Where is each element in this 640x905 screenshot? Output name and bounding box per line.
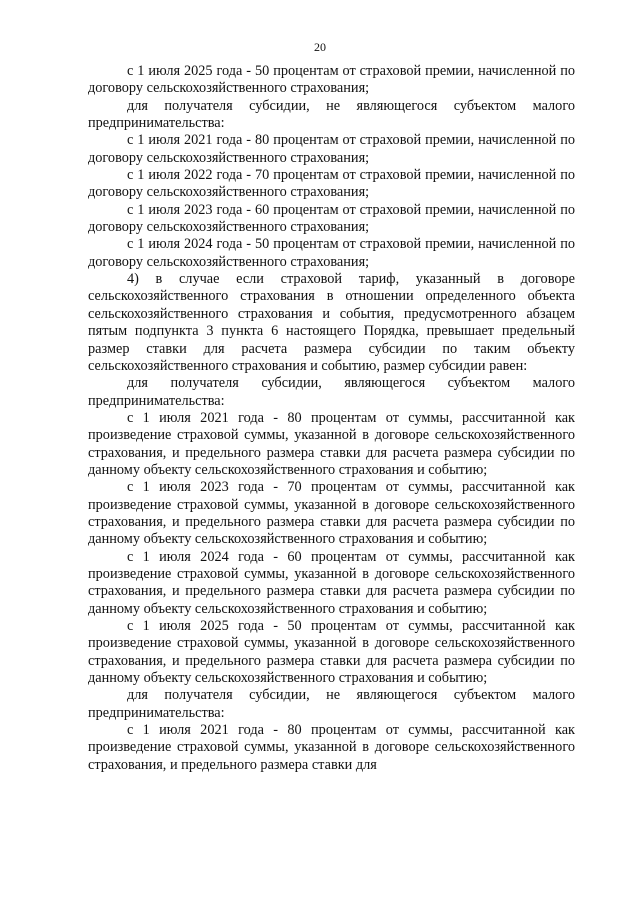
paragraph: для получателя субсидии, являющегося субъектом малого предпринимательства: bbox=[88, 375, 575, 409]
paragraph: с 1 июля 2021 года - 80 процентам от суммы, рассчитанной как произведение страховой суммы, указанной в договоре сельскохозяйственного страхования, и предельного размера ставки для bbox=[88, 722, 575, 773]
paragraph: с 1 июля 2021 года - 80 процентам от страховой премии, начисленной по договору сельскохозяйственного страхования; bbox=[88, 132, 575, 166]
paragraph: с 1 июля 2021 года - 80 процентам от суммы, рассчитанной как произведение страховой суммы, указанной в договоре сельскохозяйственного страхования, и предельного размера ставки для расчета размера субсидии по данному объекту сельскохозяйственного страхования и событию; bbox=[88, 409, 575, 478]
paragraph: с 1 июля 2023 года - 70 процентам от суммы, рассчитанной как произведение страховой суммы, указанной в договоре сельскохозяйственного страхования, и предельного размера ставки для расчета размера субсидии по данному объекту сельскохозяйственного страхования и событию; bbox=[88, 479, 575, 548]
paragraph: для получателя субсидии, не являющегося субъектом малого предпринимательства: bbox=[88, 687, 575, 721]
paragraph: 4) в случае если страховой тариф, указанный в договоре сельскохозяйственного страхования в отношении определенного объекта сельскохозяйственного страхования и события, предусмотренного абзацем пятым подпункта 3 пункта 6 настоящего Порядка, превышает предельный размер ставки для расчета размера субсидии по таким объекту сельскохозяйственного страхования и событию, размер субсидии равен: bbox=[88, 271, 575, 374]
paragraph: с 1 июля 2023 года - 60 процентам от страховой премии, начисленной по договору сельскохозяйственного страхования; bbox=[88, 201, 575, 236]
document-body bbox=[88, 63, 575, 774]
paragraph: для получателя субсидии, не являющегося субъектом малого предпринимательства: bbox=[88, 97, 575, 132]
paragraph: с 1 июля 2025 года - 50 процентам от страховой премии, начисленной по договору сельскохозяйственного страхования; bbox=[88, 63, 575, 97]
paragraph: с 1 июля 2025 года - 50 процентам от суммы, рассчитанной как произведение страховой суммы, указанной в договоре сельскохозяйственного страхования, и предельного размера ставки для расчета размера субсидии по данному объекту сельскохозяйственного страхования и событию; bbox=[88, 618, 575, 687]
paragraph: с 1 июля 2024 года - 50 процентам от страховой премии, начисленной по договору сельскохозяйственного страхования; bbox=[88, 236, 575, 270]
page-number: 20 bbox=[314, 40, 326, 54]
paragraph: с 1 июля 2022 года - 70 процентам от страховой премии, начисленной по договору сельскохозяйственного страхования; bbox=[88, 167, 575, 201]
paragraph: с 1 июля 2024 года - 60 процентам от суммы, рассчитанной как произведение страховой суммы, указанной в договоре сельскохозяйственного страхования, и предельного размера ставки для расчета размера субсидии по данному объекту сельскохозяйственного страхования и событию; bbox=[88, 548, 575, 617]
